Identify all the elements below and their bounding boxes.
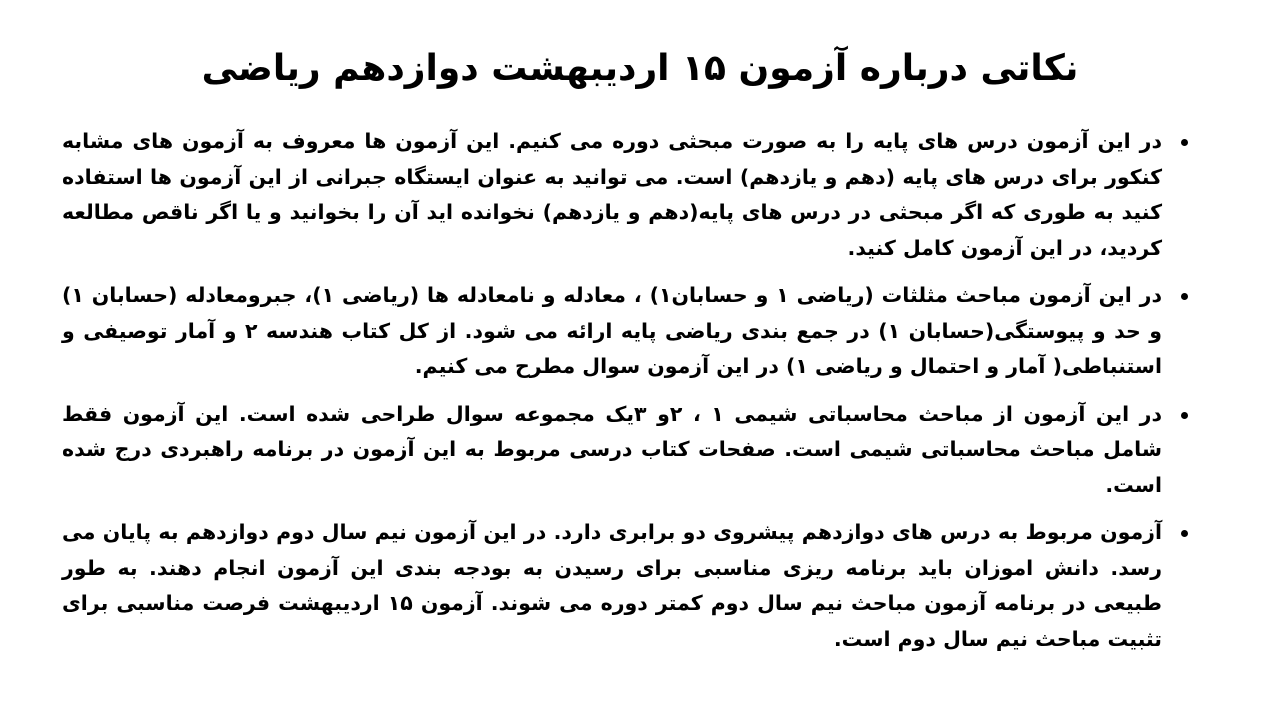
slide-title: نکاتی درباره آزمون ۱۵ اردیبهشت دوازدهم ریاضی [201, 48, 1079, 89]
bullet-text: در این آزمون از مباحث محاسباتی شیمی ۱ ، ۲و ۳یک مجموعه سوال طراحی شده است. این آزمون فقط شامل مباحث محاسباتی شیمی است. صفحات کتاب درسی مربوط به این آزمون در برنامه راهبردی درج شده است. [62, 401, 1162, 497]
bullet-dot-icon [1181, 293, 1188, 300]
bullet-item-1 [62, 124, 1188, 266]
bullet-dot-icon [1181, 139, 1188, 146]
bullet-text: در این آزمون درس های پایه را به صورت مبحثی دوره می کنیم. این آزمون ها معروف به آزمون های مشابه کنکور برای درس های پایه (دهم و یازدهم) است. می توانید به عنوان ایستگاه جبرانی از این آزمون ها استفاده کنید به طوری که اگر مبحثی در درس های پایه(دهم و یازدهم) نخوانده اید آن را بخوانید و یا اگر ناقص مطالعه کردید، در این آزمون کامل کنید. [62, 129, 1162, 260]
bullet-text: در این آزمون مباحث مثلثات (ریاضی ۱ و حسابان۱) ، معادله و نامعادله ها (ریاضی ۱)، جبرومعادله (حسابان ۱) و حد و پیوستگی(حسابان ۱) در جمع بندی ریاضی پایه ارائه می شود. از کل کتاب هندسه ۲ و آمار توصیفی و استنباطی( آمار و احتمال و ریاضی ۱) در این آزمون سوال مطرح می کنیم. [62, 283, 1162, 378]
bullet-item-3 [62, 397, 1188, 504]
bullet-dot-icon [1181, 412, 1188, 419]
bullet-dot-icon [1181, 530, 1188, 537]
bullet-text: آزمون مربوط به درس های دوازدهم پیشروی دو برابری دارد. در این آزمون نیم سال دوم دوازدهم به پایان می رسد. دانش اموزان باید برنامه ریزی مناسبی برای رسیدن به بودجه بندی این آزمون انجام دهند. به طور طبیعی در برنامه آزمون مباحث نیم سال دوم کمتر دوره می شوند. آزمون ۱۵ اردیبهشت فرصت مناسبی برای تثبیت مباحث نیم سال دوم است. [62, 520, 1162, 651]
bullet-list [62, 124, 1188, 657]
bullet-item-4 [62, 515, 1188, 657]
bullet-item-2 [62, 278, 1188, 385]
